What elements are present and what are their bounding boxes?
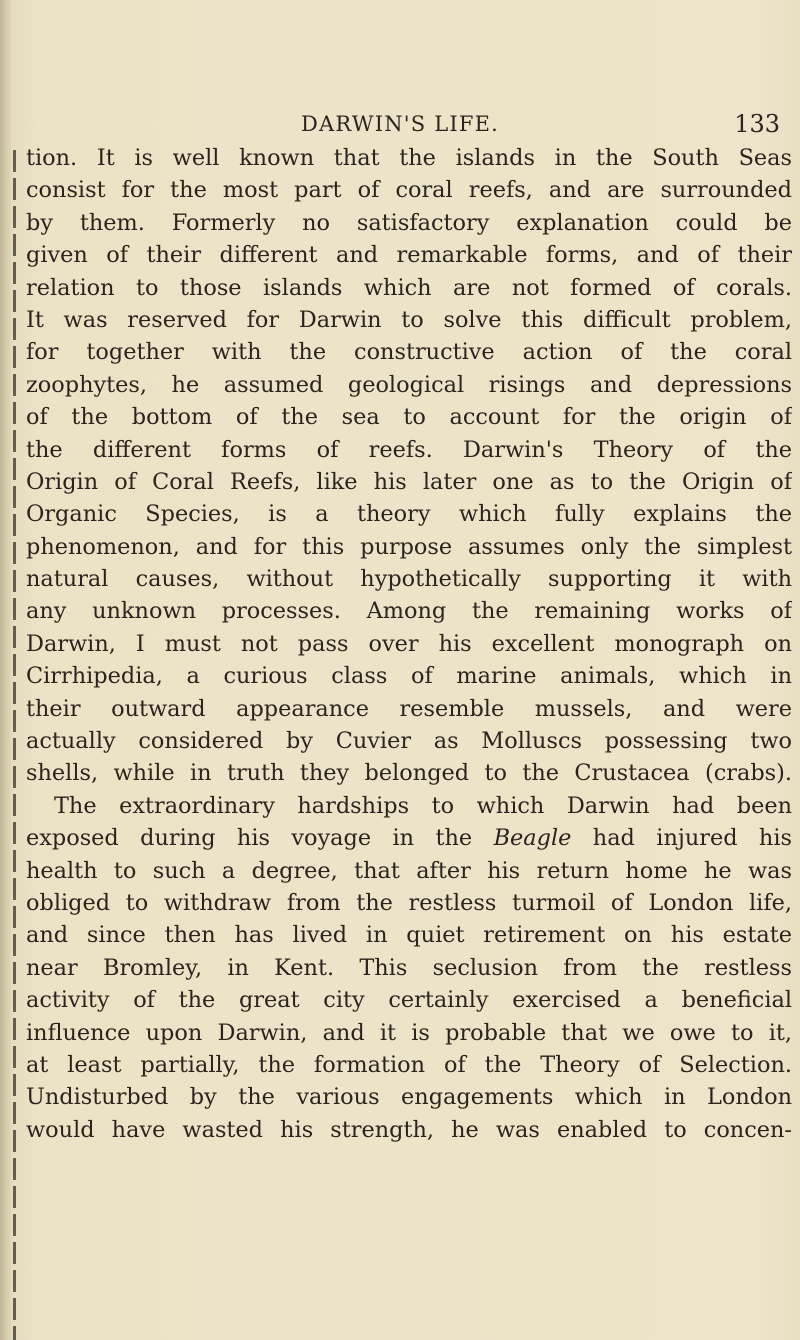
text-line: Organic Species, is a theory which fully explains the — [26, 501, 792, 528]
text-line: their outward appearance resemble mussels, and were — [26, 695, 792, 722]
text-line: near Bromley, in Kent. This seclusion from the restless — [26, 954, 792, 981]
text-line: tion. It is well known that the islands in the South Seas — [26, 145, 792, 171]
text-line: shells, while in truth they belonged to the Crustacea (crabs). — [26, 760, 792, 787]
text-line: and since then has lived in quiet retirement on his estate — [26, 922, 792, 949]
running-head: DARWIN'S LIFE. — [300, 112, 500, 136]
text-line: It was reserved for Darwin to solve this difficult problem, — [26, 306, 792, 333]
text-line: natural causes, without hypothetically supporting it with — [26, 566, 792, 593]
text-line-with-italic — [26, 822, 792, 854]
ship-name-italic: Beagle — [493, 825, 572, 852]
text-fragment: had injured his — [571, 825, 792, 852]
page-gutter-shadow — [0, 0, 12, 1340]
text-line: obliged to withdraw from the restless turmoil of London life, — [26, 889, 792, 916]
text-line: health to such a degree, that after his return home he was — [26, 857, 792, 884]
text-line: zoophytes, he assumed geological risings and depressions — [26, 371, 792, 398]
page-gutter-edge — [13, 150, 16, 1340]
text-fragment: exposed during his voyage in the — [26, 825, 494, 852]
text-line: for together with the constructive action of the coral — [26, 339, 792, 366]
text-line: relation to those islands which are not formed of corals. — [26, 274, 792, 301]
text-line: Cirrhipedia, a curious class of marine animals, which in — [26, 663, 792, 690]
body-text — [26, 142, 792, 1146]
text-line: given of their different and remarkable forms, and of their — [26, 242, 792, 269]
text-line: any unknown processes. Among the remaining works of — [26, 598, 792, 625]
text-line: Undisturbed by the various engagements which in London — [26, 1084, 792, 1111]
text-line: influence upon Darwin, and it is probable that we owe to it, — [26, 1019, 792, 1046]
text-line: by them. Formerly no satisfactory explanation could be — [26, 209, 792, 236]
page-number: 133 — [734, 110, 780, 138]
text-line: Darwin, I must not pass over his excellent monograph on — [26, 630, 792, 657]
text-line: phenomenon, and for this purpose assumes only the simplest — [26, 533, 792, 560]
paragraph-start-line: The extraordinary hardships to which Darwin had been — [54, 792, 792, 819]
text-line: activity of the great city certainly exercised a beneficial — [26, 987, 792, 1014]
text-line: of the bottom of the sea to account for the origin of — [26, 404, 792, 431]
text-line: at least partially, the formation of the Theory of Selection. — [26, 1051, 792, 1078]
text-line: the different forms of reefs. Darwin's Theory of the — [26, 436, 792, 463]
text-line: consist for the most part of coral reefs, and are surrounded — [26, 177, 792, 204]
text-line: Origin of Coral Reefs, like his later one as to the Origin of — [26, 468, 792, 495]
text-line: would have wasted his strength, he was enabled to concen- — [26, 1116, 792, 1143]
text-line: actually considered by Cuvier as Molluscs possessing two — [26, 728, 792, 755]
